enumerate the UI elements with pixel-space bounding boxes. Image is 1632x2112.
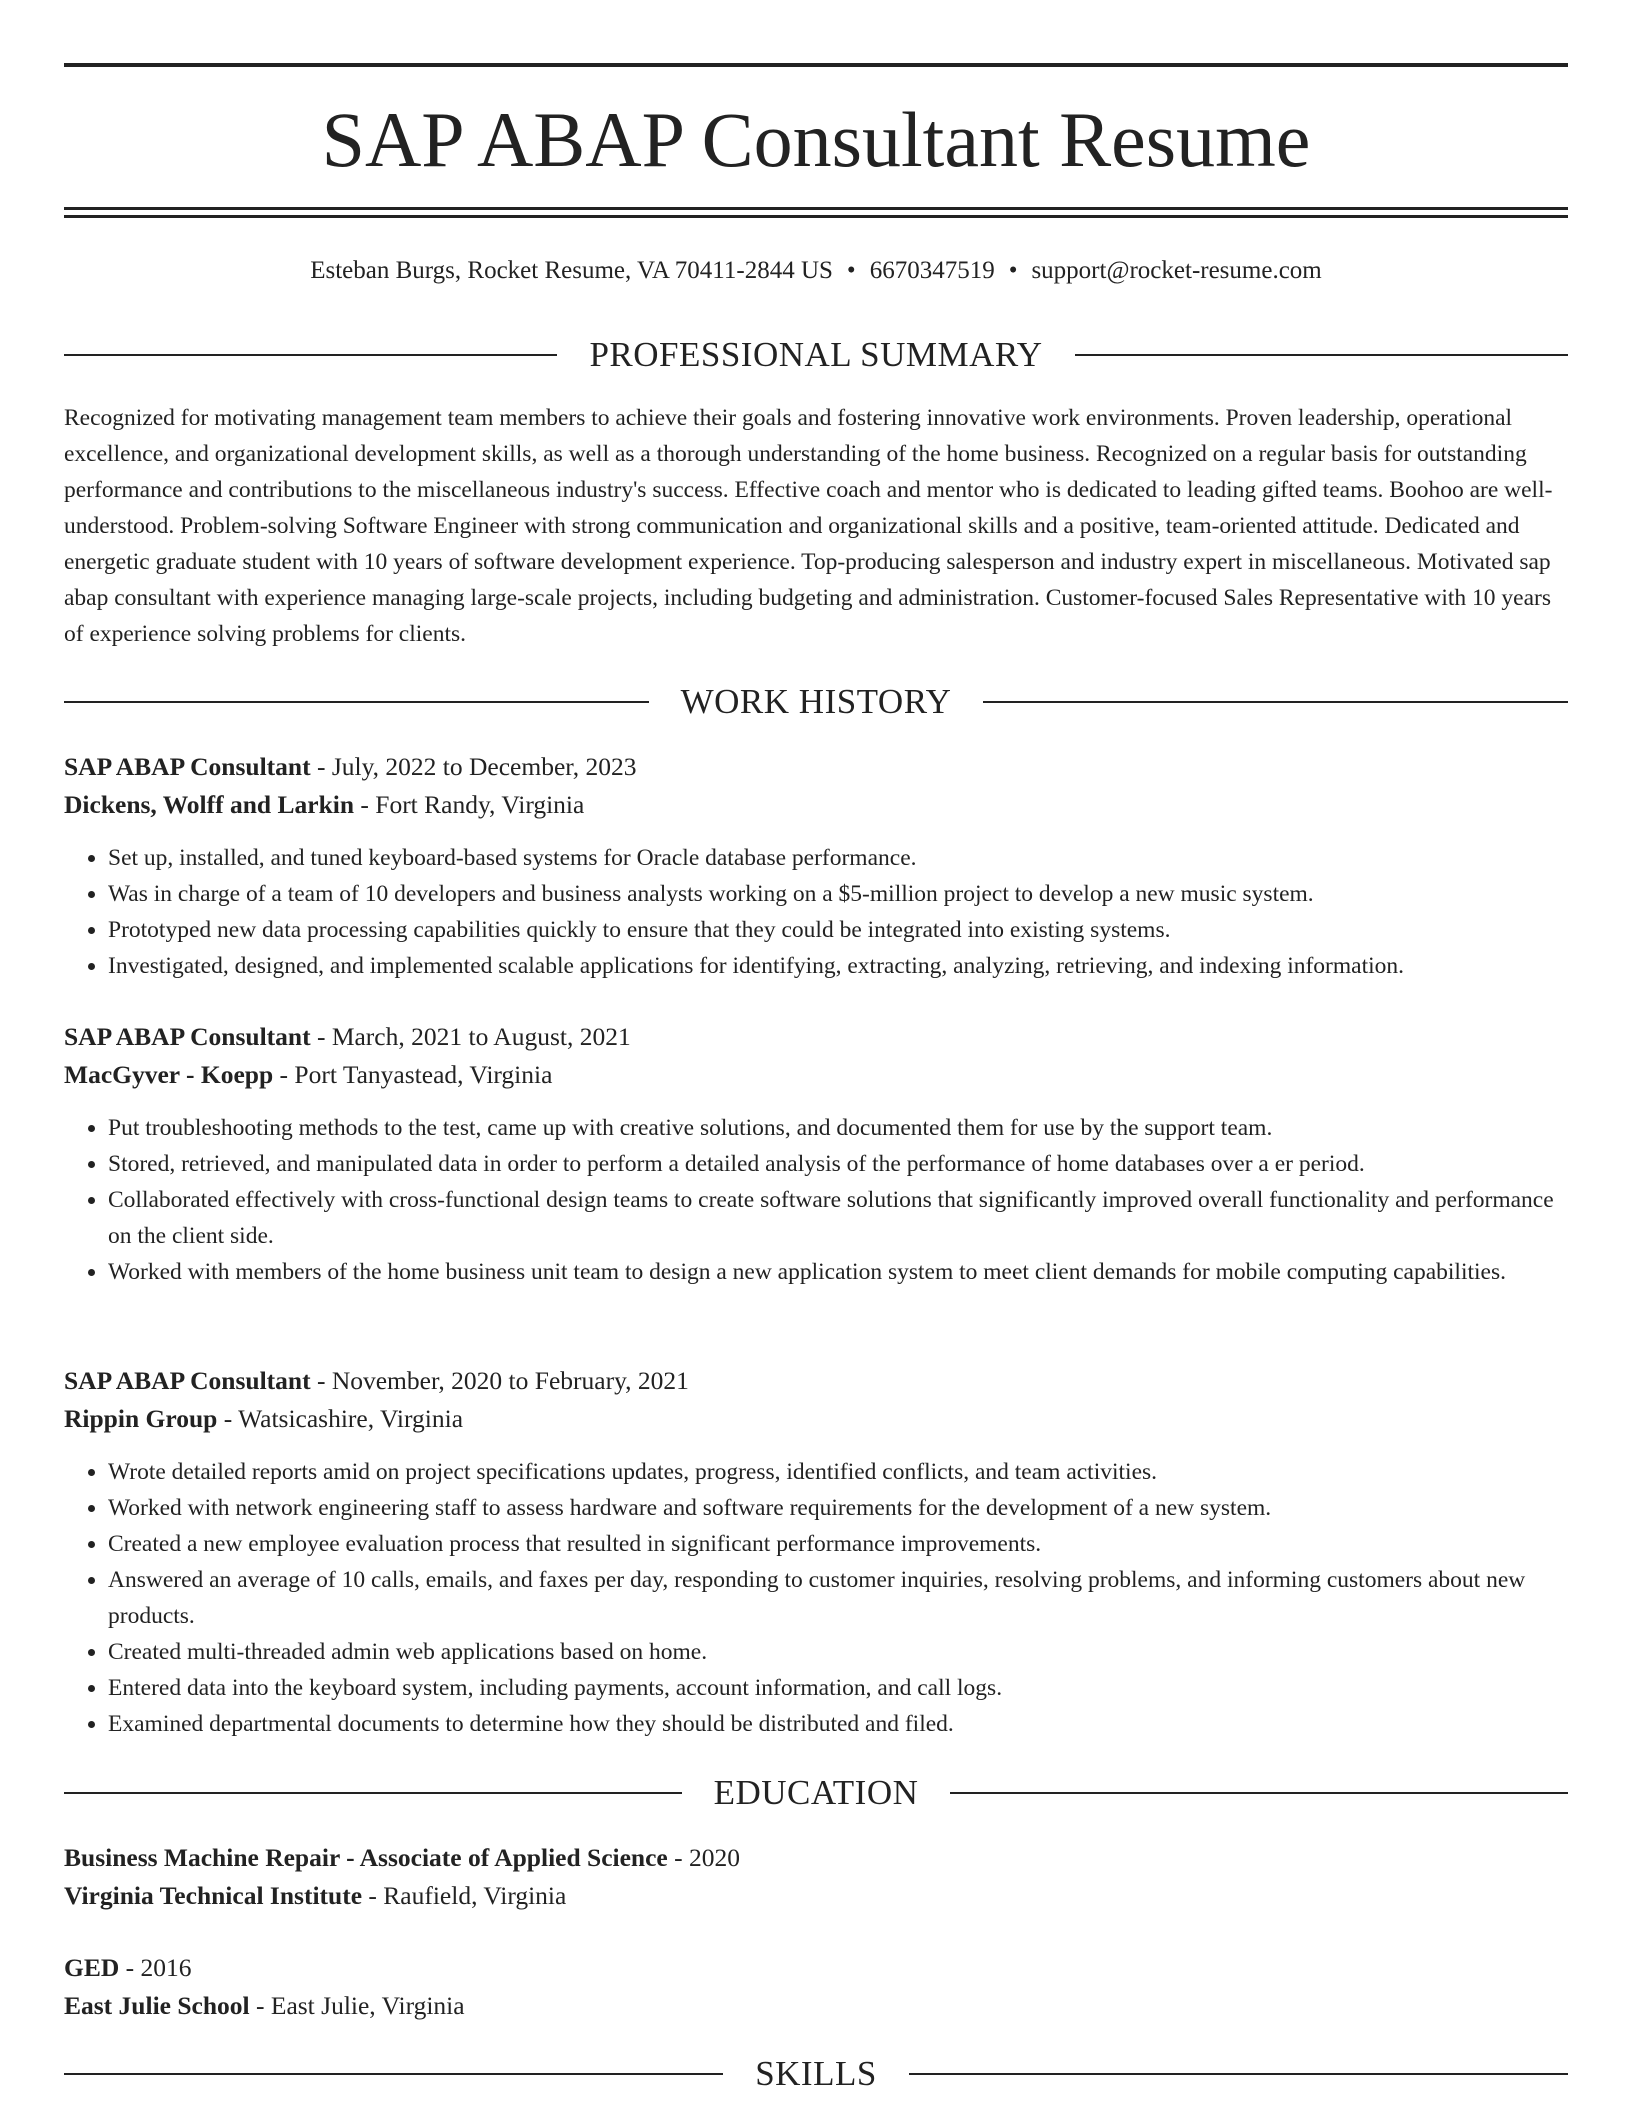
job-title-line [64,1018,1568,1056]
education-school: Virginia Technical Institute [64,1881,363,1910]
section-rule-right [950,1792,1568,1794]
job-company-line [64,1056,1568,1094]
bullet-item: • Put troubleshooting methods to the test, came up with creative solutions, and documented them for use by the support team. [108,1110,1568,1146]
bullet-item: • Wrote detailed reports amid on project specifications updates, progress, identified conflicts, and team activities. [108,1454,1568,1490]
title-rule-lower [64,215,1568,218]
job-entry [64,748,1568,984]
contact-phone: 6670347519 [869,257,995,284]
job-company-line [64,1400,1568,1438]
bullet-item: • Examined departmental documents to determine how they should be distributed and filed. [108,1706,1568,1742]
job-location: - Fort Randy, Virginia [354,790,585,819]
bullet-item: • Investigated, designed, and implemented scalable applications for identifying, extracting, analyzing, retrieving, and indexing information. [108,948,1568,984]
resume-title: SAP ABAP Consultant Resume [321,96,1311,183]
education-entry [64,1839,1568,1915]
bullet-item: • Worked with network engineering staff to assess hardware and software requirements for the development of a new system. [108,1490,1568,1526]
bullet-item: • Set up, installed, and tuned keyboard-based systems for Oracle database performance. [108,840,1568,876]
education-location: - East Julie, Virginia [249,1991,465,2020]
section-header-education [64,1771,1568,1815]
job-company-line [64,786,1568,824]
education-school-line [64,1877,1568,1915]
section-title-education: EDUCATION [713,1773,919,1812]
education-degree-line [64,1839,1568,1877]
bullet-item: • Created multi-threaded admin web applications based on home. [108,1634,1568,1670]
section-rule-left [64,1792,682,1794]
section-rule-right [1075,354,1568,356]
bullet-item: • Answered an average of 10 calls, emails, and faxes per day, responding to customer inquiries, resolving problems, and informing customers about new products. [108,1562,1568,1634]
job-title: SAP ABAP Consultant [64,1366,311,1395]
bullet-item: • Worked with members of the home business unit team to design a new application system to meet client demands for mobile computing capabilities. [108,1254,1568,1290]
job-title-line [64,1362,1568,1400]
job-dates: - November, 2020 to February, 2021 [310,1366,689,1395]
job-dates: - March, 2021 to August, 2021 [310,1022,631,1051]
job-title-line [64,748,1568,786]
top-rule [64,63,1568,67]
education-degree-line [64,1949,1568,1987]
bullet-item: • Prototyped new data processing capabilities quickly to ensure that they could be integrated into existing systems. [108,912,1568,948]
contact-line [64,254,1568,288]
contact-separator: • [846,257,856,284]
contact-address: Esteban Burgs, Rocket Resume, VA 70411-2844 US [310,257,833,284]
section-rule-right [909,2073,1568,2075]
job-title: SAP ABAP Consultant [64,752,311,781]
bullet-item: • Created a new employee evaluation process that resulted in significant performance improvements. [108,1526,1568,1562]
job-company: MacGyver - Koepp [64,1060,274,1089]
bullet-item: • Collaborated effectively with cross-functional design teams to create software solutions that significantly improved overall functionality and performance on the client side. [108,1182,1568,1254]
bullet-item: • Entered data into the keyboard system, including payments, account information, and call logs. [108,1670,1568,1706]
job-company: Rippin Group [64,1404,218,1433]
contact-email: support@rocket-resume.com [1031,257,1322,284]
section-rule-left [64,354,557,356]
section-rule-left [64,701,649,703]
education-degree: Business Machine Repair - Associate of Applied Science [64,1843,668,1872]
job-location: - Watsicashire, Virginia [217,1404,464,1433]
bullet-item: • Stored, retrieved, and manipulated data in order to perform a detailed analysis of the performance of home databases over a er period. [108,1146,1568,1182]
section-title-work: WORK HISTORY [680,682,952,721]
section-rule-right [983,701,1568,703]
section-title-skills: SKILLS [755,2054,877,2093]
education-entry [64,1949,1568,2025]
job-location: - Port Tanyastead, Virginia [273,1060,553,1089]
job-entry [64,1362,1568,1742]
education-year: - 2020 [667,1843,740,1872]
job-entry [64,1018,1568,1290]
job-title: SAP ABAP Consultant [64,1022,311,1051]
education-school-line [64,1987,1568,2025]
education-year: - 2016 [119,1953,192,1982]
education-degree: GED [64,1953,120,1982]
job-dates: - July, 2022 to December, 2023 [310,752,637,781]
section-title-summary: PROFESSIONAL SUMMARY [589,335,1043,374]
job-bullets [64,1110,1568,1290]
bullet-item: • Was in charge of a team of 10 developers and business analysts working on a $5-million project to develop a new music system. [108,876,1568,912]
section-rule-left [64,2073,723,2075]
job-company: Dickens, Wolff and Larkin [64,790,355,819]
education-school: East Julie School [64,1991,250,2020]
title-rule-upper [64,207,1568,210]
section-header-work [64,680,1568,724]
job-bullets [64,1454,1568,1742]
section-header-summary [64,333,1568,377]
contact-separator: • [1008,257,1018,284]
section-header-skills [64,2052,1568,2096]
job-bullets [64,840,1568,984]
education-location: - Raufield, Virginia [362,1881,567,1910]
summary-paragraph: Recognized for motivating management team members to achieve their goals and fostering innovative work environments. Proven leadership, operational excellence, and organizational development skills, as well as a thorough understanding of the home business. Recognized on a regular basis for outstanding performance and contributions to the miscellaneous industry's success. Effective coach and mentor who is dedicated to leading gifted teams. Boohoo are well-understood. Problem-solving Software Engineer with strong communication and organizational skills and a positive, team-oriented attitude. Dedicated and energetic graduate student with 10 years of software development experience. Top-producing salesperson and industry expert in miscellaneous. Motivated sap abap consultant with experience managing large-scale projects, including budgeting and administration. Customer-focused Sales Representative with 10 years of experience solving problems for clients. [64,405,1553,647]
